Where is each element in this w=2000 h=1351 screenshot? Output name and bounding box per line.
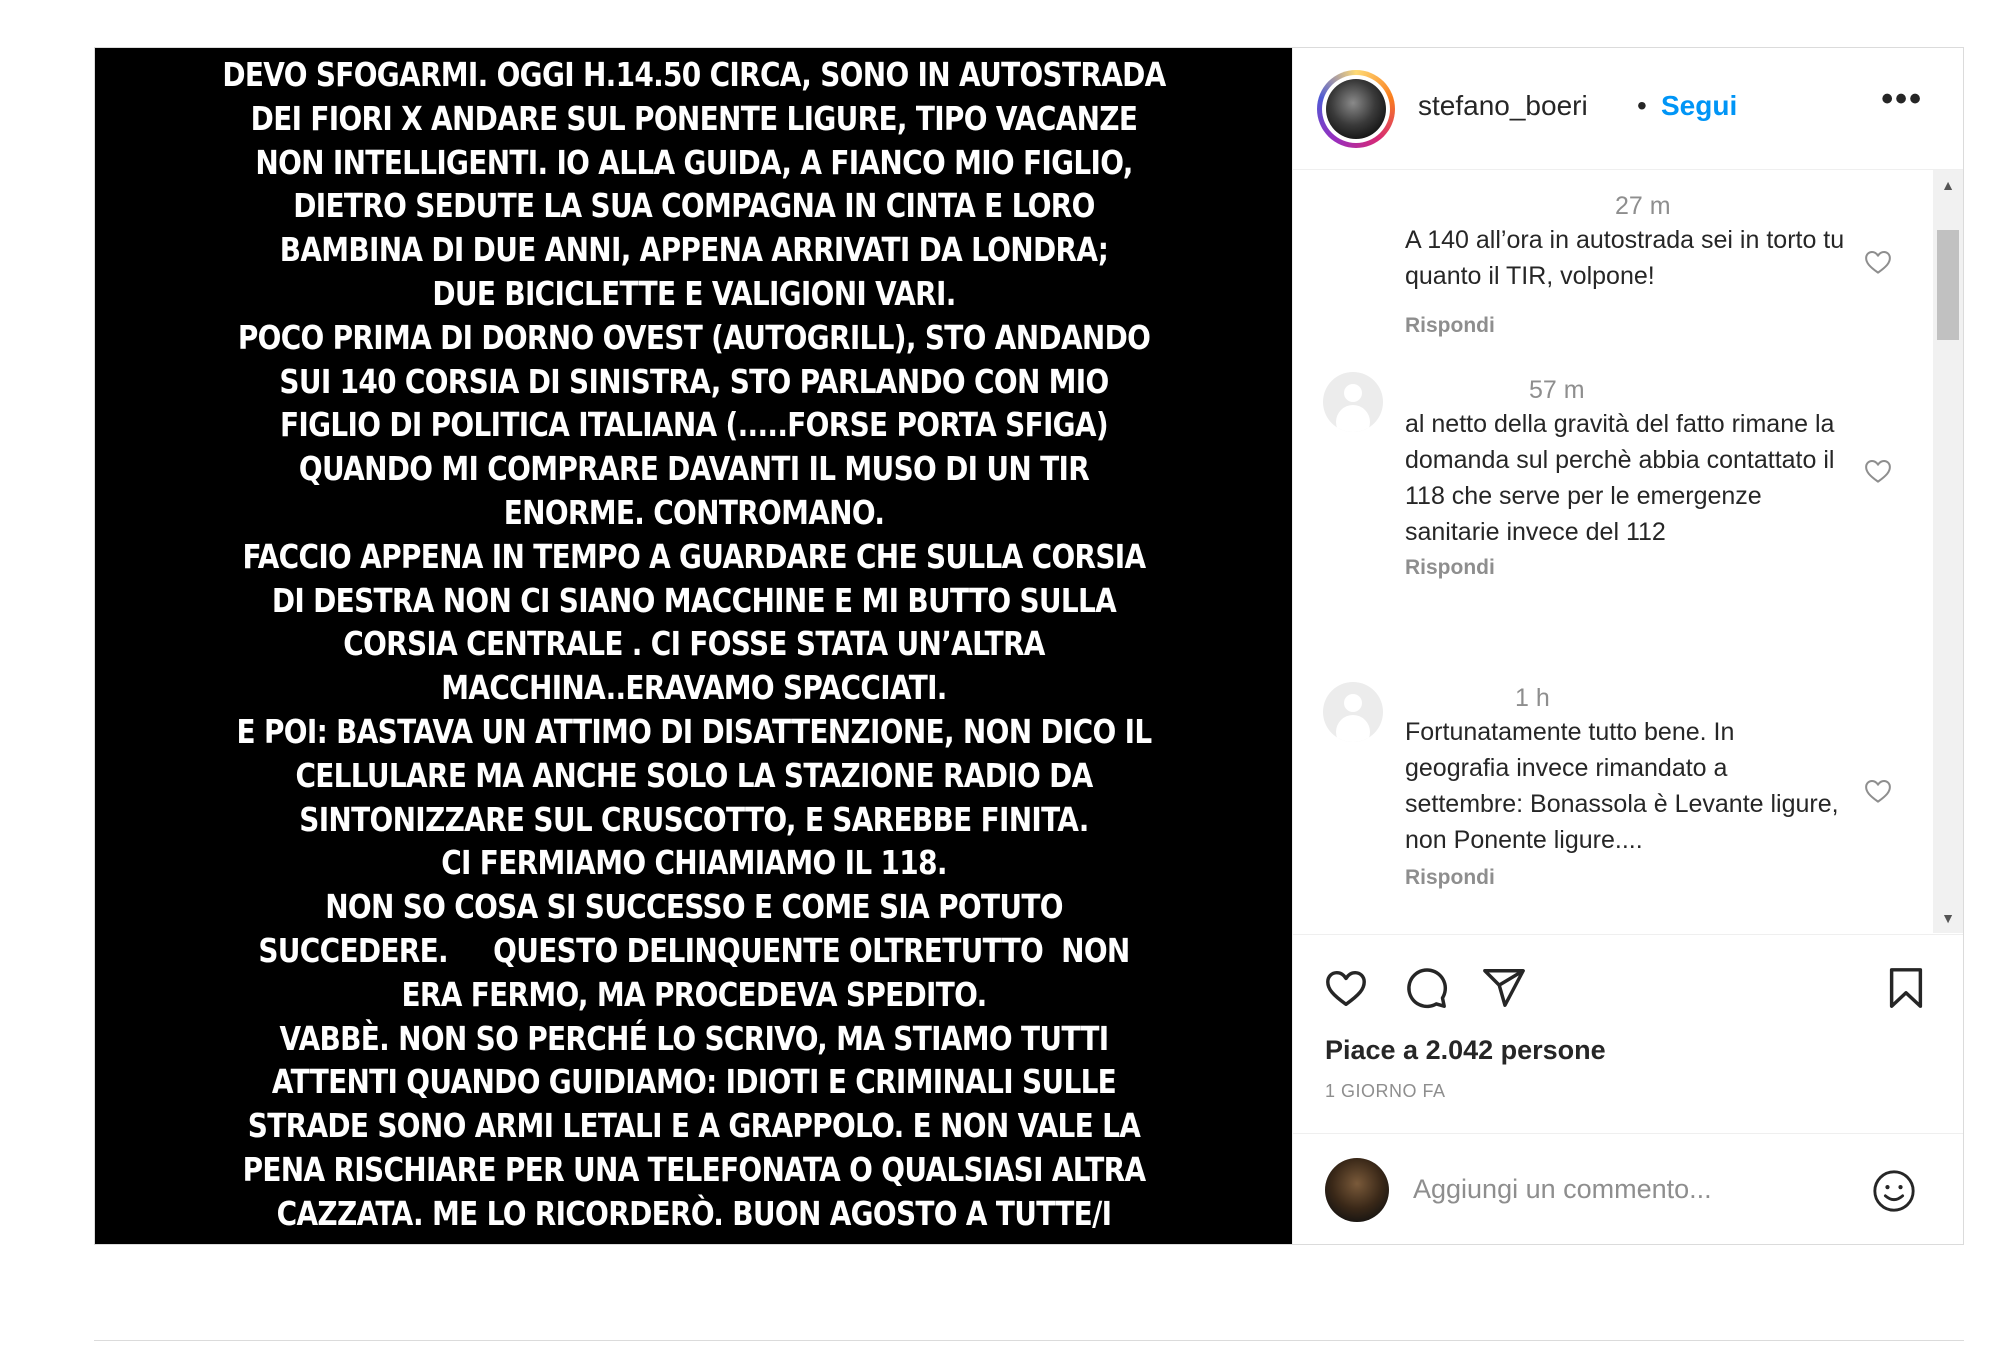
author-username[interactable]: stefano_boeri [1418, 90, 1588, 121]
story-line: DIETRO SEDUTE LA SUA COMPAGNA IN CINTA E LORO [292, 187, 1095, 226]
avatar-placeholder-body [1336, 405, 1370, 432]
instagram-post [94, 47, 1964, 1245]
emoji-icon[interactable] [1871, 1168, 1917, 1214]
add-comment-bar [1293, 1133, 1963, 1248]
story-line: DUE BICICLETTE E VALIGIONI VARI. [431, 274, 956, 313]
reply-button[interactable]: Rispondi [1405, 556, 1495, 579]
story-line: SUCCEDERE. QUESTO DELINQUENTE OLTRETUTTO NON [257, 931, 1130, 970]
comment-time[interactable]: 57 m [1529, 376, 1585, 404]
like-heart-icon[interactable] [1323, 965, 1369, 1011]
comment-text: al netto della gravità del fatto rimane la domanda sul perchè abbia contattato il 118 che serve per le emergenze sanitarie invece del 112 [1405, 410, 1835, 546]
story-line: STRADE SONO ARMI LETALI E A GRAPPOLO. E NON VALE LA [247, 1107, 1140, 1146]
scroll-up-arrow-icon[interactable]: ▲ [1941, 177, 1955, 193]
author-avatar-image [1326, 79, 1386, 139]
more-options-button[interactable]: ••• [1881, 80, 1923, 118]
avatar-placeholder-body [1336, 715, 1370, 742]
like-comment-heart-icon[interactable] [1863, 247, 1893, 277]
follow-button[interactable]: Segui [1661, 90, 1738, 121]
post-actions [1293, 934, 1963, 1247]
story-line: BAMBINA DI DUE ANNI, APPENA ARRIVATI DA LONDRA; [279, 231, 1108, 270]
story-line: SINTONIZZARE SUL CRUSCOTTO, E SAREBBE FINITA. [298, 800, 1089, 839]
story-line: ATTENTI QUANDO GUIDIAMO: IDIOTI E CRIMINALI SULLE [271, 1063, 1116, 1102]
story-line: DEVO SFOGARMI. OGGI H.14.50 CIRCA, SONO IN AUTOSTRADA [221, 56, 1166, 94]
page-divider [94, 1340, 1964, 1341]
comment-item [1293, 360, 1933, 660]
comment-text: A 140 all’ora in autostrada sei in torto tu quanto il TIR, volpone! [1405, 226, 1845, 290]
story-line: CAZZATA. ME LO RICORDERÒ. BUON AGOSTO A TUTTE/I [276, 1194, 1111, 1233]
like-comment-heart-icon[interactable] [1863, 456, 1893, 486]
story-line: DI DESTRA NON CI SIANO MACCHINE E MI BUTTO SULLA [271, 581, 1116, 620]
story-line: ENORME. CONTROMANO. [503, 493, 884, 532]
comment-input[interactable] [1411, 1162, 1845, 1216]
post-date[interactable]: 1 GIORNO FA [1325, 1081, 1446, 1101]
story-text [212, 54, 1175, 1237]
share-icon[interactable] [1481, 965, 1527, 1011]
post-image [95, 48, 1292, 1244]
avatar-placeholder-head [1344, 384, 1362, 402]
reply-button[interactable]: Rispondi [1405, 314, 1495, 337]
bookmark-icon[interactable] [1883, 965, 1929, 1011]
commenter-avatar[interactable] [1323, 372, 1383, 432]
story-line: MACCHINA..ERAVAMO SPACCIATI. [440, 669, 947, 708]
comment-time[interactable]: 1 h [1515, 684, 1550, 712]
comment-item [1293, 670, 1933, 933]
story-line: E POI: BASTAVA UN ATTIMO DI DISATTENZIONE, NON DICO IL [236, 712, 1151, 751]
comments-list[interactable] [1293, 170, 1963, 933]
scroll-thumb[interactable] [1937, 230, 1959, 340]
comment-time[interactable]: 27 m [1615, 192, 1671, 220]
reply-button[interactable]: Rispondi [1405, 866, 1495, 889]
story-line: ERA FERMO, MA PROCEDEVA SPEDITO. [400, 975, 987, 1014]
current-user-avatar [1325, 1158, 1389, 1222]
story-line: NON SO COSA SI SUCCESSO E COME SIA POTUTO [324, 888, 1063, 927]
author-avatar-frame [1322, 75, 1390, 143]
like-comment-heart-icon[interactable] [1863, 776, 1893, 806]
post-header [1293, 48, 1963, 170]
scroll-down-arrow-icon[interactable]: ▼ [1941, 910, 1955, 926]
comment-item [1293, 170, 1933, 340]
story-line: VABBÈ. NON SO PERCHÉ LO SCRIVO, MA STIAMO TUTTI [279, 1019, 1108, 1058]
comments-scrollbar[interactable] [1933, 170, 1963, 933]
likes-count[interactable]: Piace a 2.042 persone [1325, 1035, 1606, 1065]
story-line: PENA RISCHIARE PER UNA TELEFONATA O QUALSIASI ALTRA [242, 1150, 1145, 1189]
story-line: CELLULARE MA ANCHE SOLO LA STAZIONE RADIO DA [294, 756, 1093, 795]
post-sidebar [1292, 48, 1963, 1244]
author-avatar[interactable] [1317, 70, 1395, 148]
story-line: SUI 140 CORSIA DI SINISTRA, STO PARLANDO CON MIO [278, 362, 1109, 401]
story-line: DEI FIORI X ANDARE SUL PONENTE LIGURE, TIPO VACANZE [250, 99, 1137, 138]
comment-icon[interactable] [1403, 965, 1449, 1011]
comment-text: Fortunatamente tutto bene. In geografia invece rimandato a settembre: Bonassola è Levante ligure, non Ponente ligure.... [1405, 718, 1839, 854]
story-line: QUANDO MI COMPRARE DAVANTI IL MUSO DI UN TIR [298, 450, 1089, 489]
avatar-placeholder-head [1344, 694, 1362, 712]
story-line: POCO PRIMA DI DORNO OVEST (AUTOGRILL), STO ANDANDO [237, 318, 1150, 357]
commenter-avatar[interactable] [1323, 682, 1383, 742]
header-separator: • [1637, 90, 1647, 121]
story-line: FIGLIO DI POLITICA ITALIANA (.....FORSE PORTA SFIGA) [279, 406, 1108, 445]
story-line: CORSIA CENTRALE . CI FOSSE STATA UN’ALTRA [342, 625, 1045, 664]
story-line: CI FERMIAMO CHIAMIAMO IL 118. [440, 844, 947, 883]
story-line: NON INTELLIGENTI. IO ALLA GUIDA, A FIANCO MIO FIGLIO, [254, 143, 1133, 182]
story-line: FACCIO APPENA IN TEMPO A GUARDARE CHE SULLA CORSIA [242, 537, 1145, 576]
